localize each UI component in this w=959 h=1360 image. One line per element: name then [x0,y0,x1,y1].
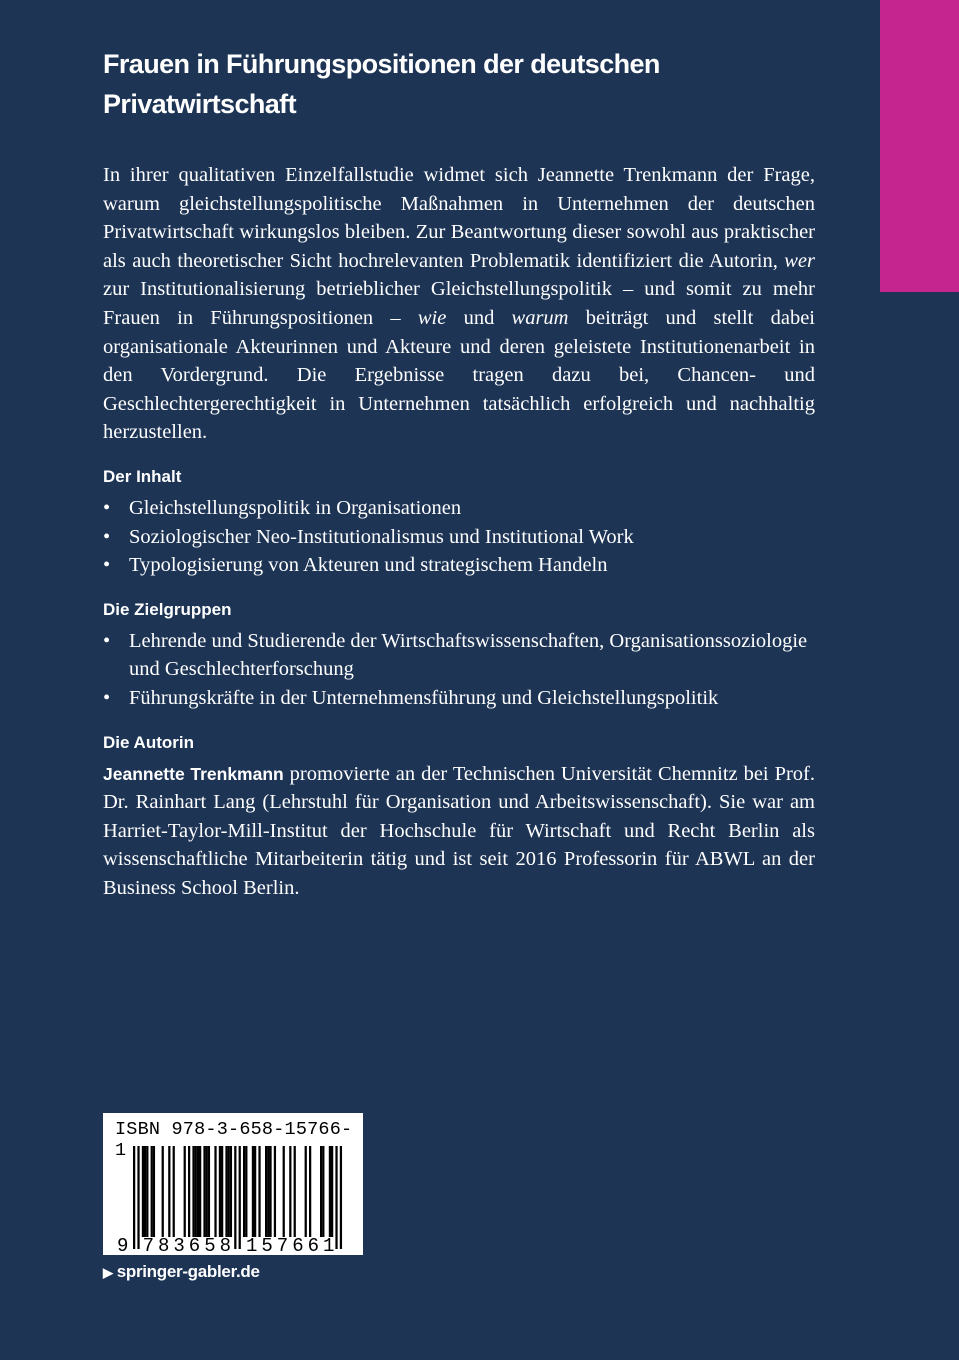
autorin-heading: Die Autorin [103,732,194,752]
barcode-bar [192,1146,194,1237]
bullet-icon: • [103,554,111,577]
barcode-bar [144,1146,146,1237]
arrow-right-icon: ▶ [103,1265,113,1280]
barcode-bar [245,1146,247,1237]
barcode-bar [335,1146,337,1249]
barcode-bar [228,1146,230,1237]
barcode-digits: 8 [158,1235,170,1255]
barcode-bar [188,1146,190,1237]
barcode-bar [320,1146,322,1237]
barcode-bar [199,1146,201,1237]
barcode-bar [137,1146,139,1249]
barcode-bar [274,1146,276,1237]
author-name: Jeannette Trenkmann [103,763,284,784]
barcode-digits: 5 [261,1235,273,1255]
barcode-bar [239,1146,241,1249]
list-item: • Führungskräfte in der Unternehmensführung und Gleichstellungspolitik [103,684,815,713]
barcode-bar [219,1146,221,1237]
barcode-digits: 1 [323,1235,335,1255]
list-item: • Soziologischer Neo-Institutionalismus und Institutional Work [103,523,815,552]
zielgruppen-heading: Die Zielgruppen [103,599,232,619]
barcode-bar [173,1146,175,1237]
isbn-label: ISBN 978-3-658-15766-1 [115,1119,353,1161]
author-bio: Jeannette Trenkmann promovierte an der Technischen Universität Chemnitz bei Prof. Dr. Rainhart Lang (Lehrstuhl für Organisation und Arbeitswissenschaft). Sie war am Harriet-Taylor-Mill-Institut der Hochschule für Wirtschaft und Recht Berlin als wissenschaftliche Mitarbeiterin tätig und ist seit 2016 Professorin für ABWL an der Business School Berlin. [103,762,815,899]
barcode-bar [340,1146,342,1249]
barcode-bar [267,1146,269,1237]
barcode-digits: 1 [246,1235,258,1255]
barcode-bar [322,1146,324,1237]
barcode-bar [162,1146,164,1237]
barcode-bar [309,1146,311,1237]
barcode-bar [168,1146,170,1237]
isbn-barcode [103,1113,363,1255]
barcode-digits: 6 [307,1235,320,1255]
barcode-digits: 7 [276,1235,289,1255]
barcode-bar [258,1146,260,1237]
barcode-bar [133,1146,135,1249]
barcode-bar [197,1146,199,1237]
barcode-bar [225,1146,227,1237]
zielgruppen-list [103,627,815,713]
intro-paragraph: In ihrer qualitativen Einzelfallstudie widmet sich Jeannette Trenkmann der Frage, warum gleichstellungspolitische Maßnahmen in Unternehmen der deutschen Privatwirtschaft wirkungslos bleiben. Zur Beantwortung dieser sowohl aus praktischer als auch theoretischer Sicht hochrelevanten Problematik identifiziert die Autorin, wer zur Institutionalisierung betrieblicher Gleichstellungspolitik – und somit zu mehr Frauen in Führungspositionen – wie und warum beiträgt und stellt dabei organisationale Akteurinnen und Akteure und deren geleistete Institutionenarbeit in den Vordergrund. Die Ergebnisse tragen dazu bei, Chancen- und Geschlechtergerechtigkeit in Unternehmen tatsächlich erfolgreich und nachhaltig herzustellen. [103,164,815,444]
barcode-bar [153,1146,155,1237]
inhalt-heading: Der Inhalt [103,466,182,486]
barcode-bar [195,1146,197,1237]
barcode-bar [329,1146,331,1237]
barcode-bar [254,1146,256,1237]
barcode-digits: 6 [188,1235,201,1255]
barcode-graphic [103,1113,363,1255]
barcode-bar [289,1146,291,1237]
publisher-url[interactable]: ▶ springer-gabler.de [103,1262,260,1281]
bullet-icon: • [103,525,111,548]
barcode-bar [206,1146,208,1237]
barcode-bar [265,1146,267,1237]
barcode-bar [269,1146,271,1237]
bullet-icon: • [103,686,111,709]
barcode-digits: 5 [204,1235,216,1255]
magenta-accent-bar [880,0,959,292]
barcode-bar [151,1146,153,1237]
barcode-digits: 6 [292,1235,304,1255]
list-item: • Gleichstellungspolitik in Organisationen [103,494,815,523]
barcode-bar [203,1146,205,1237]
barcode-bar [305,1146,307,1237]
barcode-bar [221,1146,223,1237]
barcode-bar [283,1146,285,1237]
book-title: Frauen in Führungspositionen der deutschen Privatwirtschaft [103,49,660,119]
barcode-bar [208,1146,210,1237]
bullet-icon: • [103,496,111,519]
barcode-bar [230,1146,232,1237]
barcode-bar [252,1146,254,1237]
barcode-bar [142,1146,144,1237]
list-item: • Typologisierung von Akteuren und strategischem Handeln [103,551,815,580]
barcode-digits: 9 [117,1235,129,1255]
barcode-bar [146,1146,148,1237]
barcode-bar [331,1146,333,1237]
back-cover-content [103,44,815,902]
barcode-bar [243,1146,245,1237]
barcode-bar [234,1146,236,1249]
barcode-digits: 7 [142,1235,155,1255]
inhalt-list [103,494,815,580]
bullet-icon: • [103,629,111,652]
barcode-bar [214,1146,216,1237]
barcode-digits: 3 [173,1235,185,1255]
barcode-bar [184,1146,186,1237]
list-item: • Lehrende und Studierende der Wirtschaftswissenschaften, Organisationssoziologie und Geschlechterforschung [103,627,815,684]
barcode-digits: 8 [219,1235,232,1255]
barcode-bar [294,1146,296,1237]
